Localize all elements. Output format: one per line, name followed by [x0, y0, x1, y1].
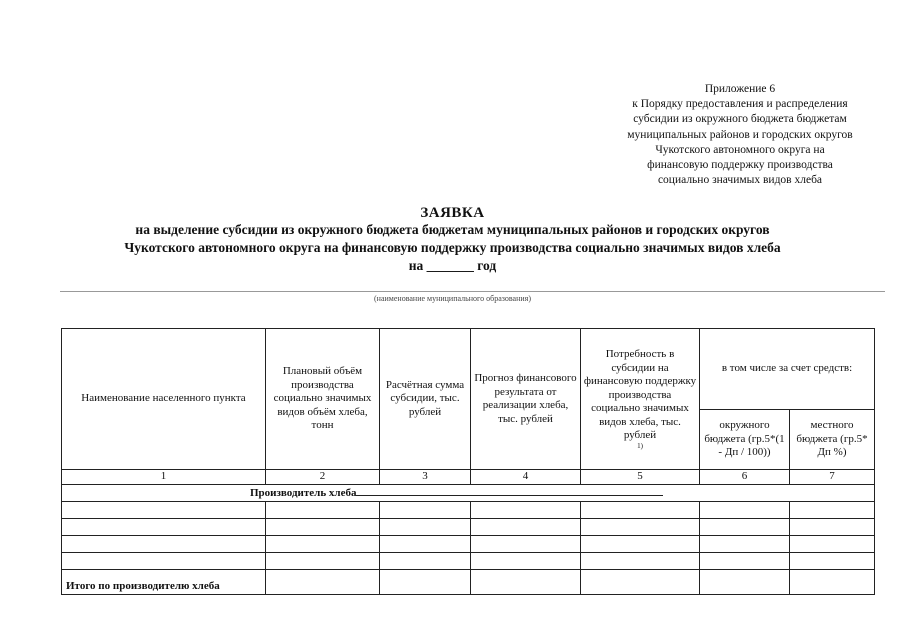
table-cell[interactable]: [471, 535, 581, 552]
table-cell[interactable]: [790, 535, 875, 552]
column-number: 1: [62, 470, 266, 485]
header-funding-group: в том числе за счет средств:: [700, 329, 875, 410]
table-cell[interactable]: [471, 569, 581, 594]
column-numbers-row: [62, 470, 875, 485]
header-local-budget: местного бюджета (гр.5* Дп %): [790, 410, 875, 470]
appendix-line: муниципальных районов и городских округов: [627, 128, 853, 141]
producer-label: Производитель хлеба: [250, 487, 357, 499]
header-forecast-result: Прогноз финансового результата от реализации хлеба, тыс. рублей: [471, 329, 581, 470]
table-cell[interactable]: [266, 518, 380, 535]
table-cell[interactable]: [790, 518, 875, 535]
municipality-caption: (наименование муниципального образования): [374, 294, 531, 303]
document-year-line: на _______ год: [408, 258, 497, 273]
table-cell[interactable]: [380, 535, 471, 552]
table-cell[interactable]: [581, 518, 700, 535]
table-cell[interactable]: [62, 518, 266, 535]
table-cell[interactable]: [380, 552, 471, 569]
appendix-note: [590, 82, 890, 188]
document-title: ЗАЯВКА: [420, 205, 485, 221]
appendix-line: Приложение 6: [704, 83, 776, 95]
header-subsidy-need-text: Потребность в субсидии на финансовую поддержку производства социально значимых видов хлеба, тыс. рублей: [583, 348, 697, 442]
column-number: 6: [700, 470, 790, 485]
table-cell[interactable]: [266, 552, 380, 569]
table-cell[interactable]: [581, 501, 700, 518]
producer-name-line[interactable]: [356, 485, 663, 496]
table-cell[interactable]: [790, 501, 875, 518]
total-label: Итого по производителю хлеба: [62, 569, 266, 594]
producer-cell[interactable]: [62, 485, 875, 502]
header-planned-volume: Плановый объём производства социально значимых видов объём хлеба, тонн: [266, 329, 380, 470]
table-cell[interactable]: [266, 569, 380, 594]
header-estimated-subsidy: Расчётная сумма субсидии, тыс. рублей: [380, 329, 471, 470]
appendix-line: к Порядку предоставления и распределения: [632, 98, 848, 111]
column-number: 5: [581, 470, 700, 485]
table-row: [62, 552, 875, 569]
appendix-line: финансовую поддержку производства: [647, 159, 833, 172]
document-subtitle-line1: на выделение субсидии из окружного бюджета бюджетам муниципальных районов и городских округов: [135, 222, 770, 237]
table-cell[interactable]: [581, 535, 700, 552]
producer-row: [62, 485, 875, 502]
table-cell[interactable]: [62, 552, 266, 569]
table-cell[interactable]: [471, 501, 581, 518]
appendix-line: социально значимых видов хлеба: [657, 174, 823, 187]
table-cell[interactable]: [62, 501, 266, 518]
header-settlement: Наименование населенного пункта: [62, 329, 266, 470]
table-cell[interactable]: [380, 569, 471, 594]
table-cell[interactable]: [471, 552, 581, 569]
table-cell[interactable]: [471, 518, 581, 535]
header-subsidy-need: [581, 329, 700, 470]
table-cell[interactable]: [581, 569, 700, 594]
table-cell[interactable]: [700, 535, 790, 552]
municipality-line[interactable]: [60, 291, 885, 292]
header-district-budget: окружного бюджета (гр.5*(1 - Дп / 100)): [700, 410, 790, 470]
table-cell[interactable]: [62, 535, 266, 552]
table-cell[interactable]: [700, 569, 790, 594]
footnote-mark: 1): [637, 441, 643, 450]
table-cell[interactable]: [700, 501, 790, 518]
column-number: 3: [380, 470, 471, 485]
table-cell[interactable]: [380, 501, 471, 518]
column-number: 4: [471, 470, 581, 485]
table-cell[interactable]: [700, 518, 790, 535]
column-number: 2: [266, 470, 380, 485]
table-cell[interactable]: [266, 535, 380, 552]
column-number: 7: [790, 470, 875, 485]
table-cell[interactable]: [790, 552, 875, 569]
total-row: [62, 569, 875, 594]
document-subtitle-line2: Чукотского автономного округа на финансовую поддержку производства социально значимых видов хлеба: [124, 240, 781, 255]
table-cell[interactable]: [790, 569, 875, 594]
table-row: [62, 518, 875, 535]
table-row: [62, 535, 875, 552]
table-cell[interactable]: [380, 518, 471, 535]
subsidy-table: [61, 328, 875, 595]
table-cell[interactable]: [266, 501, 380, 518]
table-cell[interactable]: [700, 552, 790, 569]
table-row: [62, 501, 875, 518]
appendix-line: субсидии из окружного бюджета бюджетам: [633, 113, 847, 126]
appendix-line: Чукотского автономного округа на: [655, 143, 825, 156]
table-cell[interactable]: [581, 552, 700, 569]
